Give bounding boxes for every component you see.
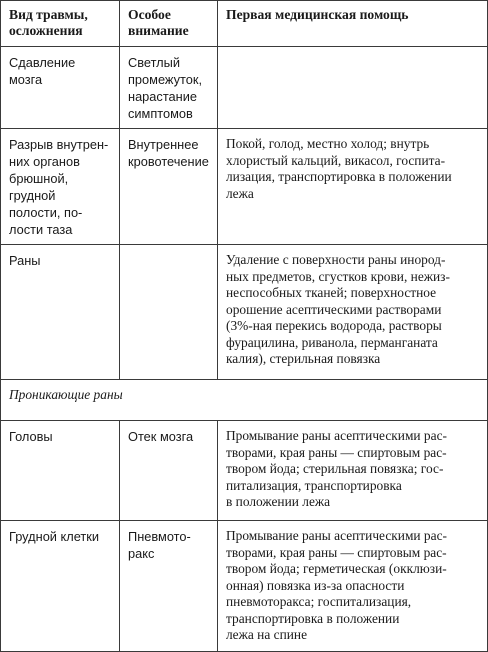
cell-attention: Внутреннее кровотечение xyxy=(120,129,218,245)
header-first-aid: Первая медицинская помощь xyxy=(218,1,488,47)
cell-injury: Раны xyxy=(1,245,120,380)
section-penetrating-wounds: Проникающие раны xyxy=(1,380,488,421)
table-row xyxy=(1,521,488,652)
cell-injury: Грудной клетки xyxy=(1,521,120,652)
cell-aid: Промывание раны асептическими рас- творами, края раны — спиртовым рас- твором йода; стерильная повязка; гос- питализация, транспортировка в положении лежа xyxy=(218,421,488,521)
cell-injury: Разрыв внутрен- них органов брюшной, грудной полости, по- лости таза xyxy=(1,129,120,245)
cell-aid: Покой, голод, местно холод; внутрь хлористый кальций, викасол, госпита- лизация, транспортировка в положении лежа xyxy=(218,129,488,245)
cell-aid: Удаление с поверхности раны инород- ных предметов, сгустков крови, нежиз- неспособных тканей; поверхностное орошение асептическими растворами (3%-ная перекись водорода, растворы фурацилина, риванола, перманганата калия), стерильная повязка xyxy=(218,245,488,380)
header-injury-type: Вид травмы, осложнения xyxy=(1,1,120,47)
table-row xyxy=(1,421,488,521)
cell-attention: Светлый промежуток, нарастание симптомов xyxy=(120,47,218,129)
cell-attention: Отек мозга xyxy=(120,421,218,521)
cell-injury: Сдавление мозга xyxy=(1,47,120,129)
header-special-attention: Особое внимание xyxy=(120,1,218,47)
table-section-row xyxy=(1,380,488,421)
table-row xyxy=(1,245,488,380)
cell-aid: Промывание раны асептическими рас- творами, края раны — спиртовым рас- твором йода; герметическая (окклюзи- онная) повязка из-за опасности пневмоторакса; госпитализация, транспортировка в положении лежа на спине xyxy=(218,521,488,652)
cell-injury: Головы xyxy=(1,421,120,521)
table-row xyxy=(1,129,488,245)
cell-attention: Пневмото- ракс xyxy=(120,521,218,652)
cell-aid xyxy=(218,47,488,129)
table-row xyxy=(1,47,488,129)
cell-attention xyxy=(120,245,218,380)
table-header-row xyxy=(1,1,488,47)
